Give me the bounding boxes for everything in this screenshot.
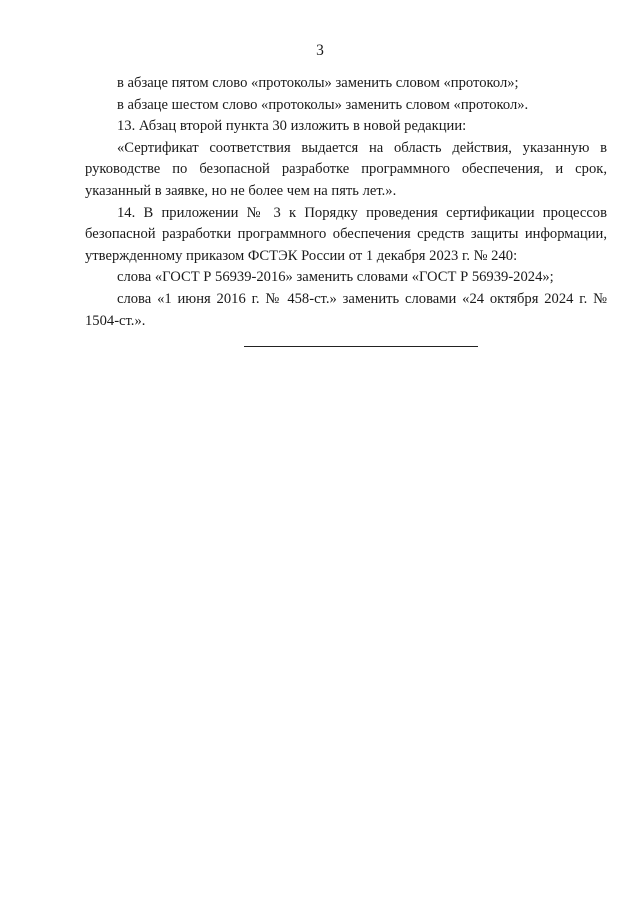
paragraph-14: 14. В приложении № 3 к Порядку проведения сертификации процессов безопасной разработки программного обеспечения средств защиты информации, утвержденному приказом ФСТЭК России от 1 декабря 2023 г. № 240: [85, 204, 607, 264]
paragraph-gost-replacement: слова «ГОСТ Р 56939-2016» заменить словами «ГОСТ Р 56939-2024»; [117, 269, 554, 286]
closing-divider-line [244, 346, 478, 347]
document-body [85, 73, 607, 332]
paragraph-quote-certificate: «Сертификат соответствия выдается на область действия, указанную в руководстве по безопасной разработке программного обеспечения, и срок, указанный в заявке, но не более чем на пять лет.». [85, 139, 607, 199]
paragraph-order-replacement: слова «1 июня 2016 г. № 458-ст.» заменить словами «24 октября 2024 г. № 1504-ст.». [85, 290, 607, 329]
paragraph-item-6: в абзаце шестом слово «протоколы» заменить словом «протокол». [117, 96, 529, 113]
paragraph-13: 13. Абзац второй пункта 30 изложить в новой редакции: [117, 118, 467, 135]
page-number: 3 [316, 42, 324, 59]
paragraph-item-5: в абзаце пятом слово «протоколы» заменить словом «протокол»; [117, 75, 519, 91]
